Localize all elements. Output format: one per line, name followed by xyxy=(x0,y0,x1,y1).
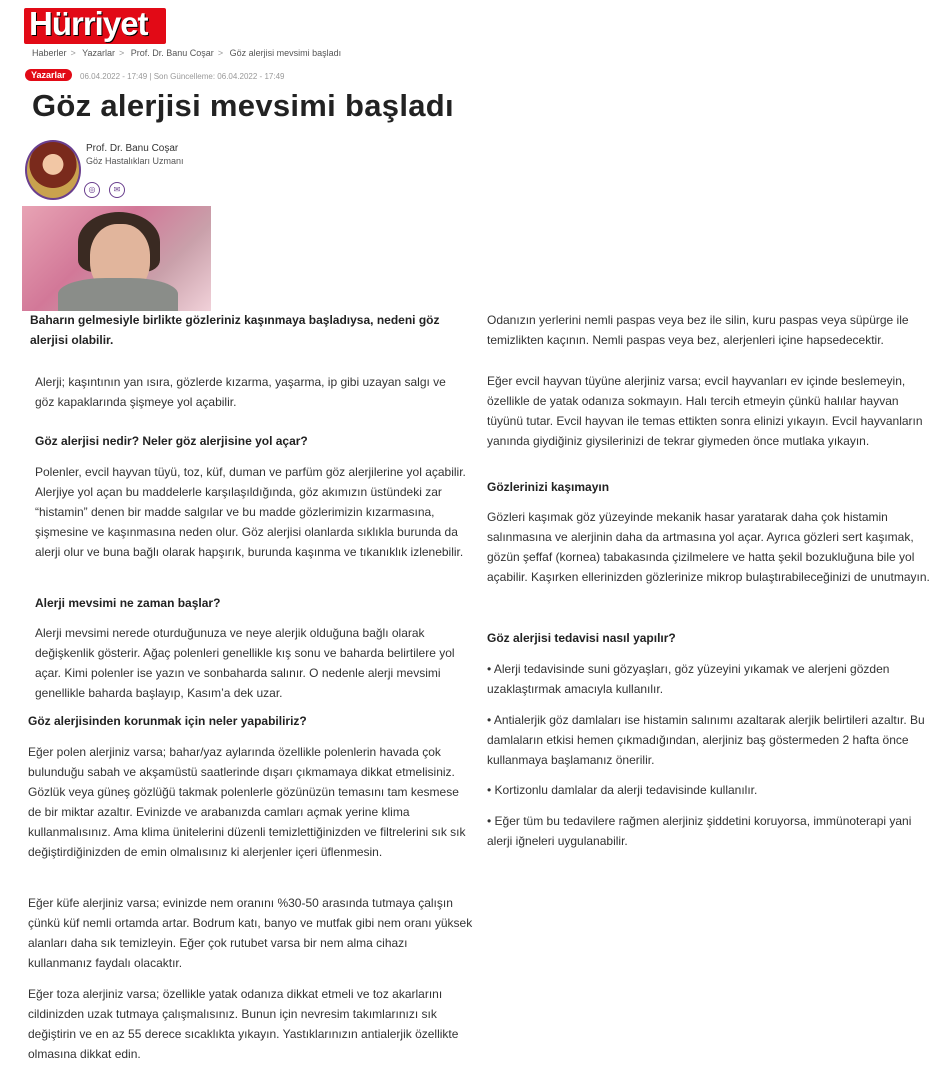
paragraph-text: Odanızın yerlerini nemli paspas veya bez ile silin, kuru paspas veya süpürge ile temizlikten kaçının. Nemli paspas veya bez, alerjenleri içine hapsedecektir. xyxy=(487,313,909,347)
author-avatar[interactable] xyxy=(25,140,81,200)
section-heading xyxy=(35,431,465,451)
bullet-text: • Antialerjik göz damlaları ise histamin salınımı azaltarak alerjik belirtileri azaltır. Bu damlaların etkisi hemen çıkmadığından, alerjiniz baş göstermeden 2 hafta önce kullanmaya başlamanız önerilir. xyxy=(487,713,925,767)
breadcrumb-item[interactable]: Yazarlar xyxy=(82,48,115,58)
logo-text: Hürriyet xyxy=(29,5,148,42)
article-paragraph xyxy=(28,984,473,1064)
heading-text: Gözlerinizi kaşımayın xyxy=(487,480,610,494)
heading-text: Göz alerjisi nedir? Neler göz alerjisine yol açar? xyxy=(35,434,308,448)
paragraph-text: Eğer toza alerjiniz varsa; özellikle yatak odanıza dikkat etmeli ve toz akarlarını cildinizden uzak tutmaya çalışmalısınız. Bunun için nevresim takımlarınızı sık değiştirin ve en az 55 derece sıcaklıkta yıkayın. Yastıklarınızın antialerjik özellikte olmasına dikkat edin. xyxy=(28,987,459,1061)
bullet-text: • Eğer tüm bu tedavilere rağmen alerjiniz şiddetini koruyorsa, immünoterapi yani alerji iğneleri uygulanabilir. xyxy=(487,814,912,848)
published-date: 06.04.2022 - 17:49 xyxy=(80,72,148,81)
breadcrumb-current: Göz alerjisi mevsimi başladı xyxy=(229,48,342,58)
breadcrumb-separator: > xyxy=(217,48,224,58)
section-heading xyxy=(487,477,927,497)
paragraph-text: Eğer polen alerjiniz varsa; bahar/yaz aylarında özellikle polenlerin havada çok bulunduğu sabah ve akşamüstü saatlerinde dışarı çıkmamaya dikkat etmelisiniz. Gözlük veya güneş gözlüğü takmak polenlerle gözünüzün temasını tam kesmese de bir miktar azaltır. Evinizde ve arabanızda camları açmak yerine klima kullanmalısınız. Ama klima ünitelerini düzenli temizlettiğinizden ve filtrelerini sık sık değiştirdiğinizden de emin olmalısınız ki alerjenler içeri üflenmesin. xyxy=(28,745,466,859)
bullet-item xyxy=(487,659,932,699)
paragraph-text: Eğer küfe alerjiniz varsa; evinizde nem oranını %30-50 arasında tutmaya çalışın çünkü küf nemli ortamda artar. Bodrum katı, banyo ve mutfak gibi nem oranı yüksek alanları daha sık temizleyin. Eğer çok rutubet varsa bir nem alma cihazı kullanmanız faydalı olacaktır. xyxy=(28,896,473,970)
paragraph-text: Alerji mevsimi nerede oturduğunuza ve neye alerjik olduğuna bağlı olarak değişkenlik gösterir. Ağaç polenleri genellikle kış sonu ve baharda belirtilere yol açar. Kimi polenler ise yazın ve sonbaharda salınır. O nedenle alerji mevsimi genellikle baharda başlayıp, Kasım’a dek uzar. xyxy=(35,626,455,700)
article-paragraph xyxy=(28,742,473,862)
article-paragraph xyxy=(28,893,473,973)
mail-icon[interactable]: ✉ xyxy=(109,182,125,198)
intro-text: Alerji; kaşıntının yan ısıra, gözlerde kızarma, yaşarma, ip gibi uzayan salgı ve göz kapaklarında şişmeye yol açabilir. xyxy=(35,375,446,409)
lead-paragraph xyxy=(30,310,475,350)
section-heading xyxy=(35,593,465,613)
paragraph-text: Eğer evcil hayvan tüyüne alerjiniz varsa; evcil hayvanları ev içinde beslemeyin, özellikle de yatak odanıza sokmayın. Halı tercih etmeyin çünkü halılar hayvan tüyünü tutar. Evcil hayvan ile temas ettikten sonra elinizi yıkayın. Evcil hayvanların yanında giydiğiniz giysilerinizi de tekrar giymeden önce mutlaka yıkayın. xyxy=(487,374,923,448)
lead-text: Baharın gelmesiyle birlikte gözleriniz kaşınmaya başladıysa, nedeni göz alerjisi olabilir. xyxy=(30,313,440,347)
instagram-icon[interactable]: ◎ xyxy=(84,182,100,198)
section-heading xyxy=(487,628,927,648)
heading-text: Alerji mevsimi ne zaman başlar? xyxy=(35,596,221,610)
hurriyet-logo[interactable] xyxy=(24,5,166,44)
breadcrumb-item[interactable]: Prof. Dr. Banu Coşar xyxy=(130,48,214,58)
article-paragraph xyxy=(487,371,932,451)
paragraph-text: Polenler, evcil hayvan tüyü, toz, küf, duman ve parfüm göz alerjilerine yol açabilir. Alerjiye yol açan bu maddelerle karşılaşıldığında, göz akımızın üstündeki zar “histamin” denen bir madde salgılar ve bu madde gözlerimizin kızarmasına, şişmesine ve kaşınmasına neden olur. Göz alerjisi olanlarda sıklıkla burunda da alerji olur ve buna bağlı olarak hapşırık, burunda kaşınma ve tıkanıklık izlenebilir. xyxy=(35,465,466,559)
paragraph-text: Gözleri kaşımak göz yüzeyinde mekanik hasar yaratarak daha çok histamin salınmasına ve alerjinin daha da artmasına yol açar. Ayrıca gözleri sert kaşımak, gözün şeffaf (kornea) tabakasında çizilmelere ve hatta şekil bozukluğuna bile yol açabilir. Kaşırken ellerinizden gözlerinize mikrop bulaştırabileceğinizi de unutmayın. xyxy=(487,510,930,584)
bullet-text: • Kortizonlu damlalar da alerji tedavisinde kullanılır. xyxy=(487,783,758,797)
section-heading xyxy=(28,711,468,731)
updated-date: Son Güncelleme: 06.04.2022 - 17:49 xyxy=(153,72,285,81)
bullet-item xyxy=(487,811,932,851)
article-paragraph xyxy=(487,310,937,350)
page-title: Göz alerjisi mevsimi başladı xyxy=(32,88,454,123)
article-paragraph xyxy=(35,462,475,562)
bullet-text: • Alerji tedavisinde suni gözyaşları, göz yüzeyini yıkamak ve alerjeni gözden uzaklaştırmak amacıyla kullanılır. xyxy=(487,662,890,696)
bullet-item xyxy=(487,710,932,770)
category-badge[interactable]: Yazarlar xyxy=(25,69,72,81)
intro-paragraph xyxy=(35,372,465,412)
article-paragraph xyxy=(487,507,932,587)
author-role: Göz Hastalıkları Uzmanı xyxy=(86,156,184,166)
author-name[interactable]: Prof. Dr. Banu Coşar xyxy=(86,143,179,154)
heading-text: Göz alerjisi tedavisi nasıl yapılır? xyxy=(487,631,676,645)
publish-dates: 06.04.2022 - 17:49 | Son Güncelleme: 06.04.2022 - 17:49 xyxy=(80,72,285,81)
breadcrumb-item[interactable]: Haberler xyxy=(32,48,67,58)
breadcrumb xyxy=(32,48,345,58)
heading-text: Göz alerjisinden korunmak için neler yapabiliriz? xyxy=(28,714,307,728)
article-paragraph xyxy=(35,623,475,703)
breadcrumb-separator: > xyxy=(70,48,76,58)
bullet-item xyxy=(487,780,932,800)
breadcrumb-separator: > xyxy=(118,48,125,58)
article-image xyxy=(22,206,211,311)
